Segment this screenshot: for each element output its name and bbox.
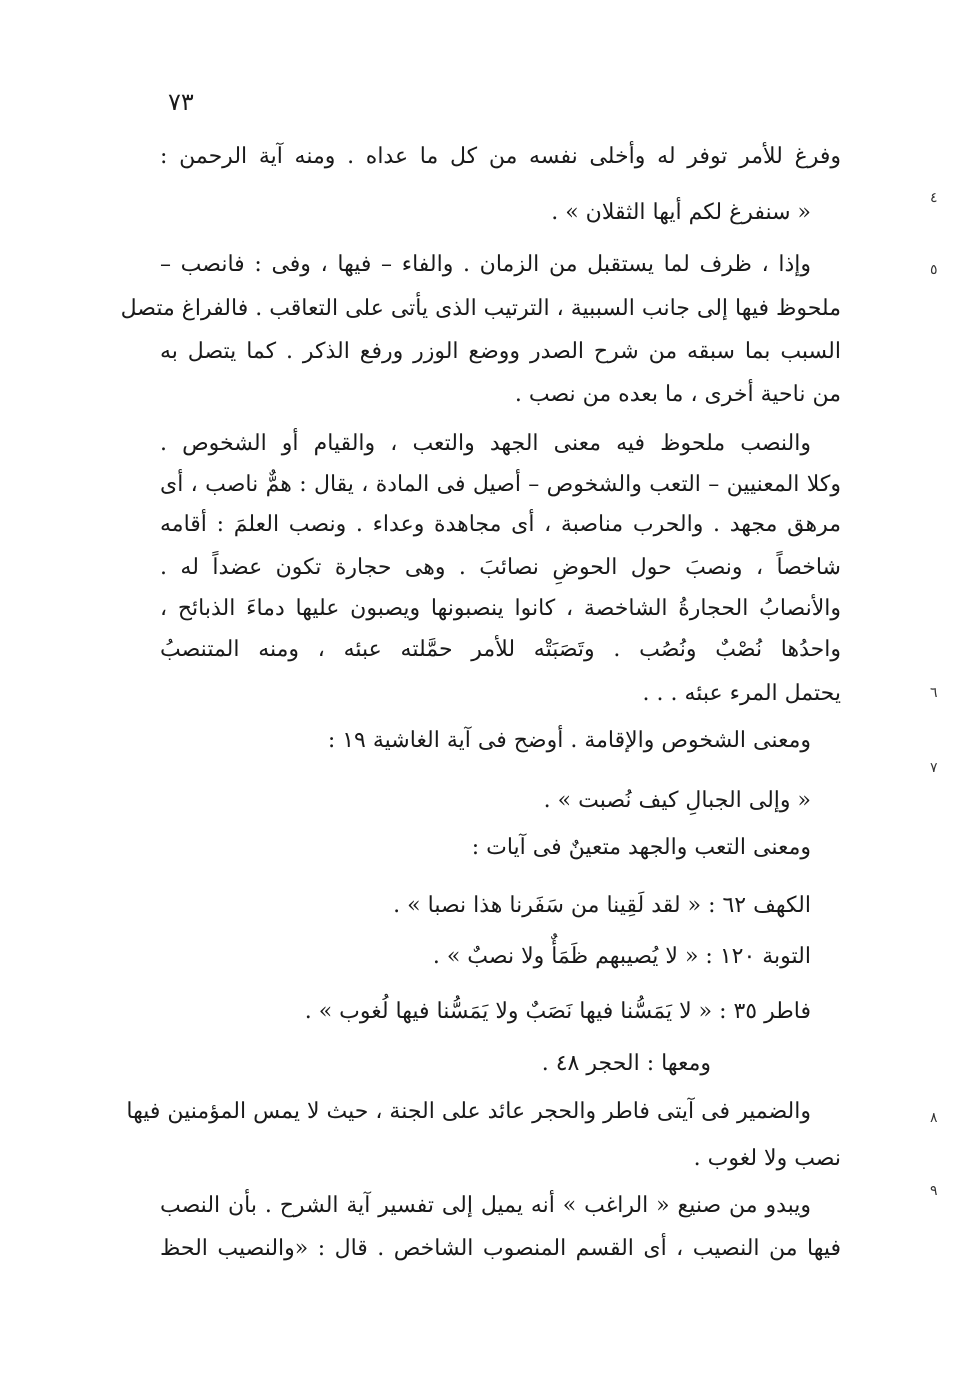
text-line: من ناحية أخرى ، ما بعده من نصب . [514,382,841,407]
verse-citation: الكهف ٦٢ : « لقد لَقِينا من سَفَرنا هذا نصبا » . [393,893,811,918]
margin-line-number: ٨ [930,1110,938,1126]
text-line: ويبدو من صنيع « الراغب » أنه يميل إلى تفسير آية الشرح . بأن النصب [160,1193,811,1218]
margin-line-number: ٩ [930,1183,938,1199]
verse-citation: ومعها : الحجر ٤٨ . [541,1051,711,1076]
verse-citation: فاطر ٣٥ : « لا يَمَسُّنا فيها نَصَبٌ ولا يَمَسُّنا فيها لُغوب » . [304,999,811,1024]
text-line: والضمير فى آيتى فاطر والحجر عائد على الجنة ، حيث لا يمس المؤمنين فيها [126,1099,811,1124]
text-line: والأنصابُ الحجارةُ الشاخصة ، كانوا ينصبونها ويصبون عليها دماءَ الذبائح ، [160,596,841,621]
text-line: شاخصاً ، ونصبَ حول الحوضِ نصائبَ . وهى حجارة تكون عضداً له . [160,555,841,580]
quran-quote: « سنفرغ لكم أيها الثقلان » . [551,200,811,225]
text-line: مرهق مجهد . والحرب مناصبة ، أى مجاهدة وعداء . ونصب العلمَ : أقامه [160,512,841,537]
margin-line-number: ٦ [930,685,938,701]
text-line: يحتمل المرء عبئه . . . [642,681,841,706]
text-line: فيها من النصيب ، أى القسم المنصوب الشاخص . قال : «والنصيب الحظ [160,1236,841,1261]
text-line: وإذا ، ظرف لما يستقبل من الزمان . والفاء – فيها ، وفى : فانصب – [160,252,811,277]
text-line: نصب ولا لغوب . [693,1146,841,1171]
margin-line-number: ٧ [930,760,938,776]
text-line: وفرغ للأمر توفر له وأخلى نفسه من كل ما عداه . ومنه آية الرحمن : [160,144,841,169]
text-line: ومعنى التعب والجهد متعينٌ فى آيات : [471,835,811,860]
margin-line-number: ٤ [930,190,938,206]
verse-citation: التوبة ١٢٠ : « لا يُصيبهم ظَمَأٌ ولا نصبٌ » . [432,944,811,969]
quran-quote: « وإلى الجبالِ كيف نُصبت » . [543,788,811,813]
text-line: واحدُها نُصْبٌ ونُصُب . وتَصَبَتْه للأمر حمَّلته عبئه ، ومنه المتنصبُ [160,637,841,662]
text-line: ملحوظ فيها إلى جانب السببية ، الترتيب الذى يأتى على التعاقب . فالفراغ متصل [120,296,841,321]
page-number: ٧٣ [168,88,194,116]
margin-line-number: ٥ [930,262,938,278]
text-line: وكلا المعنيين – التعب والشخوص – أصيل فى المادة ، يقال : همٌّ ناصب ، أى [160,472,841,497]
text-line: ومعنى الشخوص والإقامة . أوضح فى آية الغاشية ١٩ : [327,728,811,753]
text-line: السبب بما سبقه من شرح الصدر ووضع الوزر ورفع الذكر . كما يتصل به [160,339,841,364]
text-line: والنصب ملحوظ فيه معنى الجهد والتعب ، والقيام أو الشخوص . [160,431,811,456]
